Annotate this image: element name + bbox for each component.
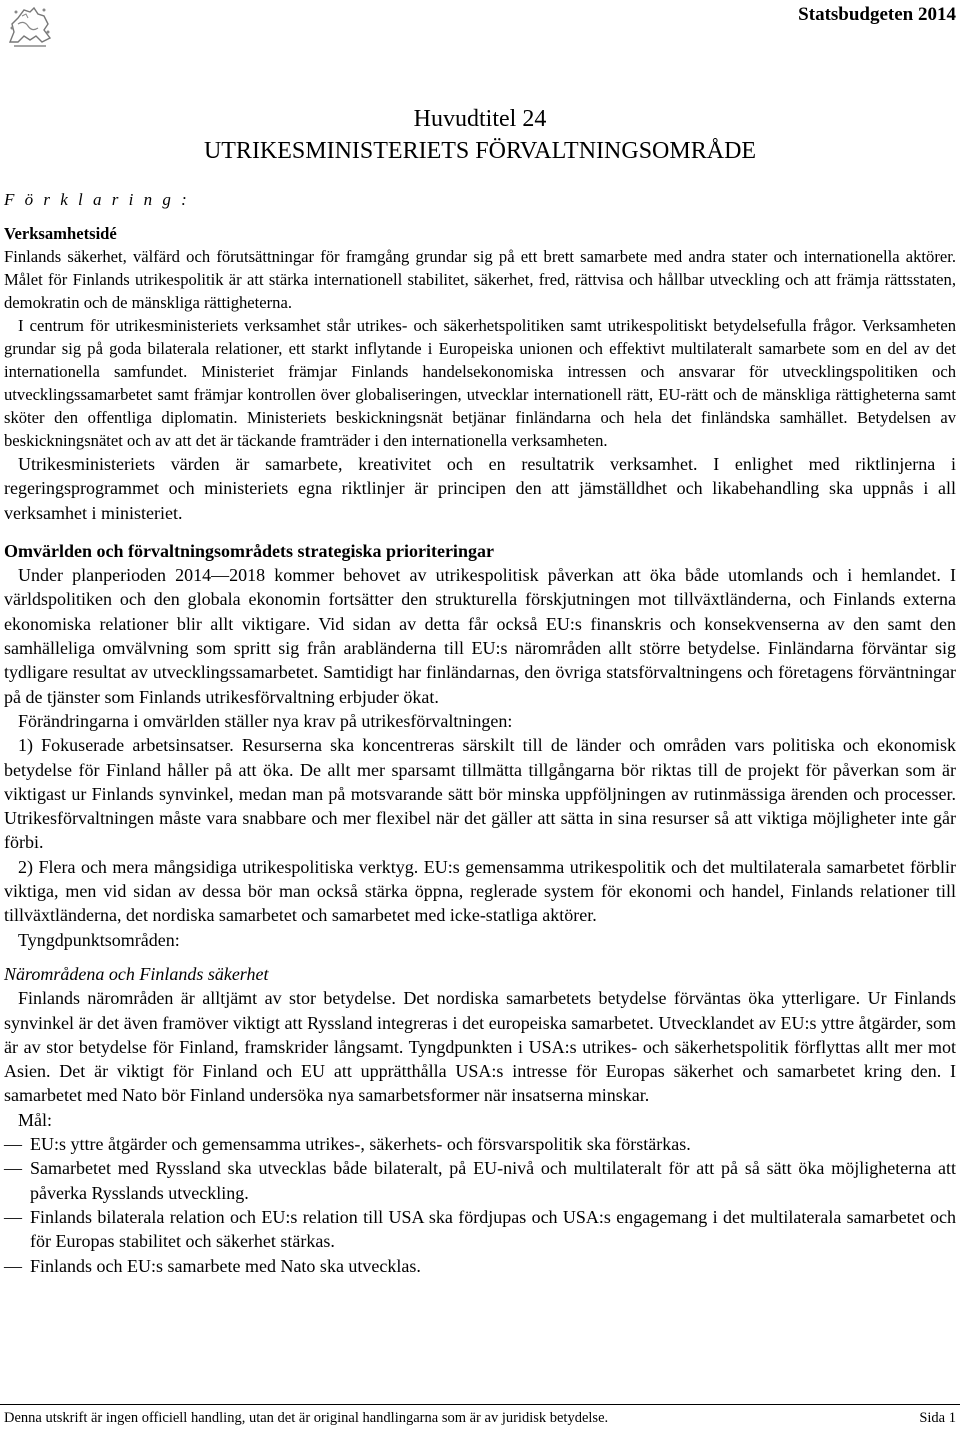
mal-label: Mål:	[18, 1109, 52, 1130]
list-item-text: Finlands bilaterala relation och EU:s relation till USA ska fördjupas och USA:s engagemang i det multilaterala samarbetet och för Europas stabilitet och säkerhet stärkas.	[30, 1206, 956, 1252]
list-item	[4, 1254, 956, 1278]
section-omvarlden	[4, 539, 956, 952]
footer-disclaimer: Denna utskrift är ingen officiell handling, utan det är original handlingarna som är av juridisk betydelse.	[4, 1410, 609, 1426]
list-item-text: Finlands och EU:s samarbete med Nato ska utvecklas.	[30, 1255, 421, 1276]
section-verksamhetside	[4, 222, 956, 452]
section-heading: Omvärlden och förvaltningsområdets strategiska prioriteringar	[4, 540, 494, 561]
list-item	[4, 1156, 956, 1205]
section-naromradena	[4, 962, 956, 1278]
section-heading: Verksamhetsidé	[4, 224, 117, 243]
paragraph: Finlands närområden är alltjämt av stor betydelse. Det nordiska samarbetets betydelse förväntas öka ytterligare. Ur Finlands synvinkel är det även framöver viktigt att Ryssland integreras i det europeiska samarbetet. Utvecklandet av EU:s yttre åtgärder, som är av stor betydelse för Finland, framskrider långsamt. Tyngdpunkten i USA:s utrikes- och säkerhetspolitik förflyttas allt mer mot Asien. Det är viktigt för Finland och EU att upprätthålla USA:s intresse för Europas säkerhet och samarbetet kring den. I samarbetet med Nato bör Finland undersöka nya samarbetsformer när insatserna minskar.	[4, 988, 956, 1106]
paragraph: Finlands säkerhet, välfärd och förutsättningar för framgång grundar sig på ett brett samarbete med andra stater och internationella aktörer. Målet för Finlands utrikespolitik är att stärka internationell stabilitet, säkerhet, fred, rättvisa och hållbar utveckling och att främja rättsstaten, demokratin och de mänskliga rättigheterna.	[4, 247, 956, 312]
section-heading: Närområdena och Finlands säkerhet	[4, 963, 269, 984]
coat-of-arms-logo	[4, 2, 56, 54]
paragraph: I centrum för utrikesministeriets verksamhet står utrikes- och säkerhetspolitiken samt utrikespolitiskt betydelsefulla frågor. Verksamheten grundar sig på goda bilaterala relationer, ett starkt inflytande i Europeiska unionen och effektivt multilateralt samarbete som en del av det internationella samfundet. Ministeriet främjar Finlands handelsekonomiska intressen och ansvarar för utvecklingspolitiken och utvecklingssamarbetet samt främjar kontrollen över globaliseringen, utvecklar internationell rätt, EU-rätt och de mänskliga rättigheterna samt sköter den offentliga diplomatin. Ministeriets beskickningsnät betjänar finländarna och hela det finländska samhället. Betydelsen av beskickningsnätet och av att det är täckande framträder i den internationella verksamheten.	[4, 316, 956, 450]
main-title-line2: UTRIKESMINISTERIETS FÖRVALTNINGSOMRÅDE	[203, 138, 757, 164]
main-title-line1: Huvudtitel 24	[413, 106, 547, 132]
dash-bullet: —	[4, 1255, 22, 1276]
paragraph: 2) Flera och mera mångsidiga utrikespolitiska verktyg. EU:s gemensamma utrikespolitik och det multilaterala samarbetet förblir viktiga, men vid sidan av dessa bör man också stärka öppna, reglerade system för ekonomi och handel, Finlands relationer till tillväxtländerna, det nordiska samarbetet och samarbetet med icke-statliga aktörer.	[4, 856, 956, 926]
dash-bullet: —	[4, 1134, 22, 1155]
paragraph: 1) Fokuserade arbetsinsatser. Resurserna ska koncentreras särskilt till de länder och områden vars politiska och ekonomisk betydelse för Finland håller på att öka. De allt mer sparsamt tillmätta tillgångarna bör riktas till de projekt för påverkan som är viktigast ur Finlands synvinkel, medan man på motsvarande sätt bör minska uppföljningen av rutinmässiga ärenden och processer. Utrikesförvaltningen måste vara snabbare och mer flexibel när det gäller att sätta in sina resurser så att viktiga möjligheter inte går förbi.	[4, 735, 956, 853]
list-item-text: EU:s yttre åtgärder och gemensamma utrikes-, säkerhets- och försvarspolitik ska förstärkas.	[30, 1134, 691, 1155]
dash-bullet: —	[4, 1206, 22, 1227]
paragraph: Tyngdpunktsområden:	[18, 929, 180, 950]
footer-divider	[0, 1404, 960, 1405]
header-title: Statsbudgeten 2014	[798, 4, 956, 25]
document-body	[4, 222, 956, 1278]
paragraph: Förändringarna i omvärlden ställer nya krav på utrikesförvaltningen:	[18, 710, 513, 731]
list-item-text: Samarbetet med Ryssland ska utvecklas både bilateralt, på EU-nivå och multilateralt för att på så sätt öka möjligheterna att påverka Rysslands utveckling.	[30, 1158, 956, 1203]
list-item	[4, 1205, 956, 1254]
forklaring-label: F ö r k l a r i n g :	[4, 190, 190, 209]
paragraph: Utrikesministeriets värden är samarbete, kreativitet och en resultatrik verksamhet. I enlighet med riktlinjerna i regeringsprogrammet och ministeriets egna riktlinjer är principen den att jämställdhet och likabehandling ska uppnås i all verksamhet i ministeriet.	[4, 454, 956, 523]
section-verksamhetside-cont	[4, 452, 956, 525]
dash-bullet: —	[4, 1158, 22, 1179]
list-item	[4, 1132, 956, 1156]
page-number: Sida 1	[919, 1410, 956, 1426]
paragraph: Under planperioden 2014—2018 kommer behovet av utrikespolitisk påverkan att öka både utomlands och i hemlandet. I världspolitiken och den globala ekonomin fortsätter den strukturella förskjutningen mot tillväxtländerna, och Finlands externa ekonomiska relationer blir allt viktigare. Vid sidan av detta får också EU:s finanskris och konsekvenserna av den samt den samhälleliga omvälvning som spritt sig från arabländerna till EU:s närområden allt större betydelse. Finländarna förväntar sig tydligare resultat av utvecklingssamarbetet. Samtidigt har finländarnas, den övriga statsförvaltningens och företagens förväntningar på de tjänster som Finlands utrikesförvaltning erbjuder ökat.	[4, 565, 956, 707]
